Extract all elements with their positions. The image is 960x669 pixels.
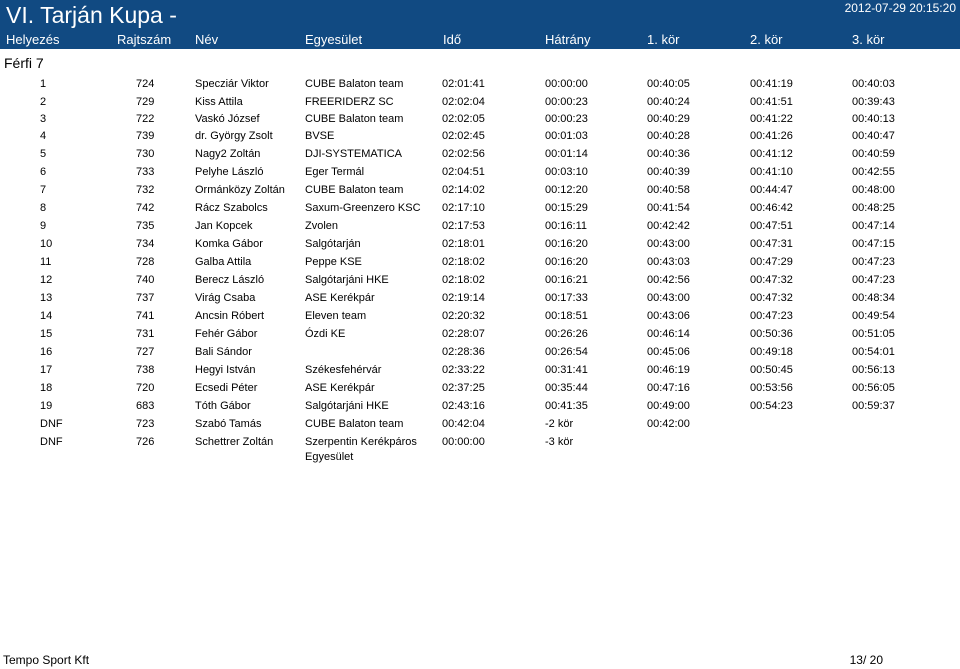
cell-bib: 726: [136, 436, 155, 448]
cell-bib: 723: [136, 418, 155, 430]
cell-name: Jan Kopcek: [195, 220, 253, 232]
cell-lap3: 00:47:14: [852, 220, 895, 232]
timestamp: 2012-07-29 20:15:20: [844, 1, 956, 15]
cell-lap1: 00:40:24: [647, 96, 690, 108]
cell-lap2: 00:53:56: [750, 382, 793, 394]
cell-gap: 00:26:54: [545, 346, 588, 358]
cell-club: Székesfehérvár: [305, 364, 382, 376]
cell-gap: -3 kör: [545, 436, 574, 448]
cell-place: 4: [40, 130, 47, 142]
cell-time: 02:04:51: [442, 166, 485, 178]
cell-gap: 00:16:21: [545, 274, 588, 286]
cell-gap: 00:01:14: [545, 148, 588, 160]
cell-name: Rácz Szabolcs: [195, 202, 268, 214]
cell-time: 02:17:10: [442, 202, 485, 214]
cell-club: CUBE Balaton team: [305, 113, 404, 125]
cell-name: Schettrer Zoltán: [195, 436, 274, 448]
cell-name: Specziár Viktor: [195, 78, 269, 90]
cell-gap: 00:00:00: [545, 78, 588, 90]
col-header-lap3: 3. kör: [852, 32, 885, 47]
cell-lap1: 00:40:58: [647, 184, 690, 196]
cell-lap1: 00:47:16: [647, 382, 690, 394]
cell-club: Saxum-Greenzero KSC: [305, 202, 421, 214]
cell-bib: 720: [136, 382, 155, 394]
cell-club: CUBE Balaton team: [305, 418, 404, 430]
cell-lap1: 00:43:06: [647, 310, 690, 322]
table-row: [0, 166, 960, 186]
cell-lap1: 00:46:19: [647, 364, 690, 376]
cell-time: 02:02:05: [442, 113, 485, 125]
table-row: [0, 238, 960, 258]
cell-gap: 00:31:41: [545, 364, 588, 376]
cell-place: DNF: [40, 436, 63, 448]
cell-lap1: 00:43:03: [647, 256, 690, 268]
col-header-time: Idő: [443, 32, 462, 47]
cell-name: Bali Sándor: [195, 346, 252, 358]
cell-gap: 00:41:35: [545, 400, 588, 412]
cell-lap1: 00:42:42: [647, 220, 690, 232]
cell-time: 00:42:04: [442, 418, 485, 430]
cell-club: ASE Kerékpár: [305, 292, 375, 304]
cell-club-line2: Egyesület: [305, 451, 354, 463]
cell-gap: 00:17:33: [545, 292, 588, 304]
cell-place: 12: [40, 274, 53, 286]
col-header-gap: Hátrány: [545, 32, 591, 47]
cell-club: Szerpentin Kerékpáros: [305, 436, 417, 448]
cell-bib: 741: [136, 310, 155, 322]
cell-lap1: 00:45:06: [647, 346, 690, 358]
page-title: VI. Tarján Kupa -: [6, 2, 177, 28]
cell-name: Berecz László: [195, 274, 265, 286]
cell-gap: 00:01:03: [545, 130, 588, 142]
col-header-lap1: 1. kör: [647, 32, 680, 47]
cell-lap2: 00:46:42: [750, 202, 793, 214]
cell-gap: 00:03:10: [545, 166, 588, 178]
cell-time: 02:20:32: [442, 310, 485, 322]
cell-lap2: 00:47:32: [750, 274, 793, 286]
cell-gap: 00:00:23: [545, 96, 588, 108]
cell-lap3: 00:42:55: [852, 166, 895, 178]
cell-time: 02:02:45: [442, 130, 485, 142]
cell-lap2: 00:44:47: [750, 184, 793, 196]
cell-time: 02:01:41: [442, 78, 485, 90]
cell-lap2: 00:50:36: [750, 328, 793, 340]
cell-lap2: 00:41:10: [750, 166, 793, 178]
cell-lap3: 00:47:23: [852, 274, 895, 286]
cell-place: 7: [40, 184, 47, 196]
cell-lap1: 00:43:00: [647, 238, 690, 250]
cell-bib: 729: [136, 96, 155, 108]
cell-time: 02:28:07: [442, 328, 485, 340]
cell-lap2: 00:41:19: [750, 78, 793, 90]
table-row: [0, 310, 960, 330]
cell-lap3: 00:56:05: [852, 382, 895, 394]
col-header-name: Név: [195, 32, 219, 47]
cell-lap3: 00:59:37: [852, 400, 895, 412]
cell-place: 19: [40, 400, 53, 412]
header-banner: [0, 0, 960, 49]
cell-lap2: 00:47:31: [750, 238, 793, 250]
table-row: [0, 256, 960, 276]
table-row: [0, 130, 960, 150]
cell-time: 02:17:53: [442, 220, 485, 232]
cell-name: Ormánközy Zoltán: [195, 184, 285, 196]
cell-name: Fehér Gábor: [195, 328, 258, 340]
cell-place: 16: [40, 346, 53, 358]
cell-time: 02:02:04: [442, 96, 485, 108]
cell-lap2: 00:47:32: [750, 292, 793, 304]
table-row: [0, 400, 960, 420]
cell-bib: 728: [136, 256, 155, 268]
cell-lap2: 00:50:45: [750, 364, 793, 376]
cell-club: FREERIDERZ SC: [305, 96, 394, 108]
cell-bib: 734: [136, 238, 155, 250]
cell-gap: 00:12:20: [545, 184, 588, 196]
cell-club: Salgótarjáni HKE: [305, 400, 389, 412]
cell-place: 2: [40, 96, 47, 108]
cell-lap3: 00:48:25: [852, 202, 895, 214]
cell-time: 02:19:14: [442, 292, 485, 304]
cell-lap2: 00:41:22: [750, 113, 793, 125]
cell-lap3: 00:47:23: [852, 256, 895, 268]
cell-place: 17: [40, 364, 53, 376]
cell-club: ASE Kerékpár: [305, 382, 375, 394]
table-row: [0, 148, 960, 168]
col-header-lap2: 2. kör: [750, 32, 783, 47]
cell-gap: 00:00:23: [545, 113, 588, 125]
cell-place: 8: [40, 202, 47, 214]
cell-club: Ózdi KE: [305, 328, 346, 340]
cell-name: Kiss Attila: [195, 96, 243, 108]
cell-name: Galba Attila: [195, 256, 252, 268]
cell-time: 02:14:02: [442, 184, 485, 196]
cell-bib: 732: [136, 184, 155, 196]
cell-bib: 731: [136, 328, 155, 340]
cell-lap2: 00:41:12: [750, 148, 793, 160]
cell-lap3: 00:39:43: [852, 96, 895, 108]
cell-time: 02:43:16: [442, 400, 485, 412]
cell-lap1: 00:40:28: [647, 130, 690, 142]
cell-name: dr. György Zsolt: [195, 130, 273, 142]
cell-bib: 724: [136, 78, 155, 90]
cell-lap2: 00:41:51: [750, 96, 793, 108]
cell-club: Eger Termál: [305, 166, 365, 178]
cell-time: 02:18:02: [442, 256, 485, 268]
cell-lap1: 00:46:14: [647, 328, 690, 340]
cell-lap2: 00:41:26: [750, 130, 793, 142]
cell-place: 11: [40, 256, 52, 268]
table-row: [0, 78, 960, 98]
cell-gap: 00:35:44: [545, 382, 588, 394]
cell-place: 15: [40, 328, 53, 340]
cell-gap: 00:16:20: [545, 256, 588, 268]
cell-gap: 00:18:51: [545, 310, 588, 322]
cell-place: 1: [40, 78, 47, 90]
cell-lap3: 00:49:54: [852, 310, 895, 322]
table-row: [0, 202, 960, 222]
cell-time: 02:18:02: [442, 274, 485, 286]
cell-lap2: 00:47:51: [750, 220, 793, 232]
cell-club: Eleven team: [305, 310, 367, 322]
cell-lap2: 00:47:29: [750, 256, 793, 268]
cell-club: CUBE Balaton team: [305, 184, 404, 196]
cell-gap: 00:16:11: [545, 220, 588, 232]
cell-place: 14: [40, 310, 53, 322]
cell-lap3: 00:40:03: [852, 78, 895, 90]
cell-place: 10: [40, 238, 53, 250]
cell-name: Hegyi István: [195, 364, 256, 376]
cell-lap3: 00:47:15: [852, 238, 895, 250]
cell-lap1: 00:49:00: [647, 400, 690, 412]
cell-name: Vaskó József: [195, 113, 260, 125]
cell-place: 13: [40, 292, 53, 304]
cell-bib: 727: [136, 346, 155, 358]
cell-place: 6: [40, 166, 47, 178]
cell-bib: 735: [136, 220, 155, 232]
cell-lap3: 00:40:59: [852, 148, 895, 160]
cell-lap3: 00:40:13: [852, 113, 895, 125]
cell-club: DJI-SYSTEMATICA: [305, 148, 402, 160]
cell-bib: 742: [136, 202, 155, 214]
cell-place: 3: [40, 113, 47, 125]
cell-club: Salgótarjáni HKE: [305, 274, 389, 286]
cell-time: 02:28:36: [442, 346, 485, 358]
table-row: [0, 274, 960, 294]
cell-bib: 738: [136, 364, 155, 376]
table-row: [0, 364, 960, 384]
cell-time: 02:02:56: [442, 148, 485, 160]
table-row: [0, 292, 960, 312]
cell-name: Nagy2 Zoltán: [195, 148, 261, 160]
cell-lap1: 00:41:54: [647, 202, 690, 214]
cell-gap: -2 kör: [545, 418, 574, 430]
cell-lap1: 00:42:56: [647, 274, 690, 286]
cell-name: Pelyhe László: [195, 166, 264, 178]
cell-time: 02:33:22: [442, 364, 485, 376]
table-row: [0, 184, 960, 204]
cell-lap3: 00:54:01: [852, 346, 895, 358]
cell-lap2: 00:47:23: [750, 310, 793, 322]
cell-time: 02:37:25: [442, 382, 485, 394]
cell-name: Tóth Gábor: [195, 400, 251, 412]
cell-name: Ecsedi Péter: [195, 382, 258, 394]
cell-gap: 00:26:26: [545, 328, 588, 340]
table-row: [0, 346, 960, 366]
table-row: [0, 382, 960, 402]
cell-club: Salgótarján: [305, 238, 361, 250]
cell-club: CUBE Balaton team: [305, 78, 404, 90]
cell-lap2: 00:54:23: [750, 400, 793, 412]
cell-place: 18: [40, 382, 53, 394]
category-label: Férfi 7: [4, 55, 44, 71]
col-header-club: Egyesület: [305, 32, 363, 47]
cell-place: 5: [40, 148, 47, 160]
cell-lap1: 00:40:39: [647, 166, 690, 178]
cell-lap1: 00:43:00: [647, 292, 690, 304]
cell-lap3: 00:56:13: [852, 364, 895, 376]
cell-lap1: 00:40:29: [647, 113, 690, 125]
col-header-bib: Rajtszám: [117, 32, 172, 47]
cell-lap1: 00:40:36: [647, 148, 690, 160]
cell-name: Szabó Tamás: [195, 418, 262, 430]
cell-time: 00:00:00: [442, 436, 485, 448]
cell-name: Virág Csaba: [195, 292, 256, 304]
cell-lap3: 00:40:47: [852, 130, 895, 142]
cell-name: Komka Gábor: [195, 238, 263, 250]
cell-name: Ancsin Róbert: [195, 310, 265, 322]
cell-bib: 683: [136, 400, 155, 412]
cell-club: Peppe KSE: [305, 256, 362, 268]
cell-club: Zvolen: [305, 220, 339, 232]
table-row: [0, 418, 960, 438]
cell-bib: 740: [136, 274, 155, 286]
cell-lap1: 00:40:05: [647, 78, 690, 90]
cell-gap: 00:16:20: [545, 238, 588, 250]
cell-bib: 730: [136, 148, 155, 160]
cell-time: 02:18:01: [442, 238, 485, 250]
cell-lap1: 00:42:00: [647, 418, 690, 430]
cell-place: DNF: [40, 418, 63, 430]
cell-bib: 722: [136, 113, 155, 125]
cell-lap3: 00:48:00: [852, 184, 895, 196]
cell-club: BVSE: [305, 130, 335, 142]
cell-bib: 739: [136, 130, 155, 142]
cell-lap2: 00:49:18: [750, 346, 793, 358]
table-row: [0, 436, 960, 463]
col-header-place: Helyezés: [6, 32, 60, 47]
table-row: [0, 328, 960, 348]
footer-company: Tempo Sport Kft: [3, 653, 90, 667]
cell-place: 9: [40, 220, 47, 232]
table-row: [0, 220, 960, 240]
cell-bib: 737: [136, 292, 155, 304]
page-number: 13/ 20: [849, 653, 883, 667]
cell-lap3: 00:51:05: [852, 328, 895, 340]
cell-bib: 733: [136, 166, 155, 178]
cell-gap: 00:15:29: [545, 202, 588, 214]
cell-lap3: 00:48:34: [852, 292, 895, 304]
